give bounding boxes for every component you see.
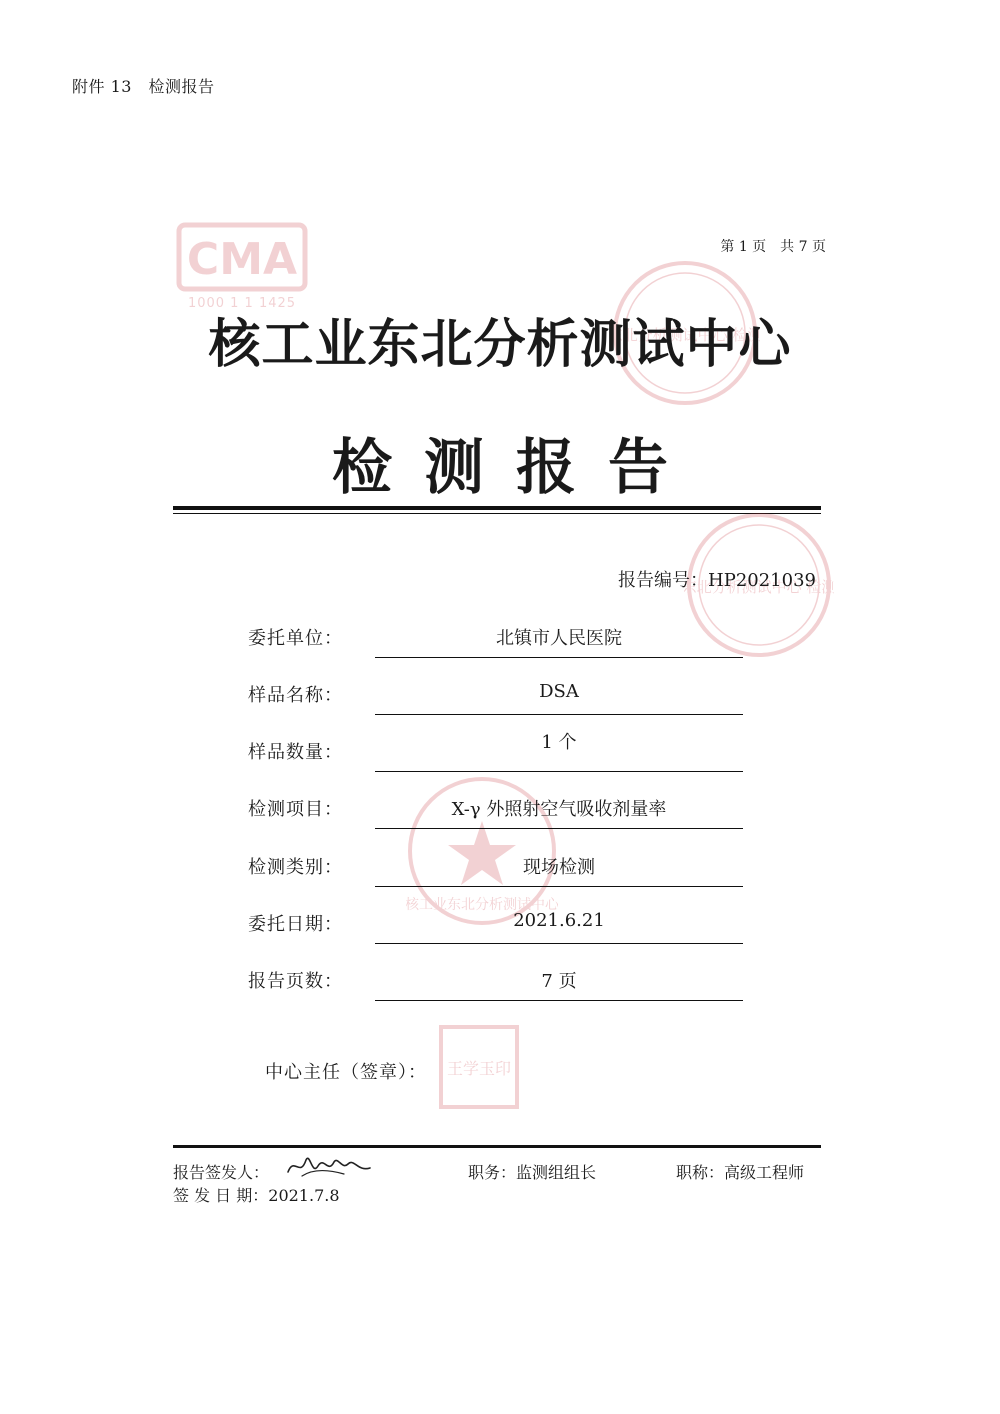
field-label-test-item: 检测项目： (248, 799, 343, 820)
field-label-test-category: 检测类别： (248, 857, 343, 878)
field-line (375, 828, 743, 829)
field-label-commission-date: 委托日期： (248, 914, 343, 935)
field-value-page-count: 7 页 (541, 971, 577, 992)
issuer-handwritten-signature (284, 1148, 374, 1184)
director-signature-label: 中心主任（签章）： (265, 1062, 427, 1083)
field-line (375, 1000, 743, 1001)
field-line (375, 886, 743, 887)
issuer-title: 职称：高级工程师 (676, 1163, 805, 1182)
field-line (375, 657, 743, 658)
attachment-label: 附件 13 检测报告 (72, 77, 215, 96)
issuer-label: 报告签发人： (173, 1163, 270, 1182)
document-title: 检测报告 (332, 433, 700, 503)
field-value-sample-quantity: 1 个 (541, 732, 577, 753)
personal-seal (438, 1024, 520, 1110)
field-value-commission-date: 2021.6.21 (513, 910, 605, 931)
field-label-sample-name: 样品名称： (248, 685, 343, 706)
report-number-value: HP2021039 (708, 570, 816, 591)
issuer-position: 职务：监测组组长 (468, 1163, 597, 1182)
field-line (375, 943, 743, 944)
personal-seal-text: 王学玉印 (446, 1059, 512, 1078)
field-value-test-item: X-γ 外照射空气吸收剂量率 (451, 799, 667, 820)
seal-right-text: 东北分析测试中心 检测 (684, 578, 834, 596)
field-value-test-category: 现场检测 (523, 857, 595, 878)
field-value-client: 北镇市人民医院 (496, 628, 622, 649)
report-number (618, 566, 816, 592)
cma-stamp-text: CMA (186, 234, 298, 285)
cma-stamp (176, 222, 308, 312)
cma-number: 1000 1 1 1425 (187, 296, 297, 311)
seal-top-text: 东北分析测试中心 检测 (610, 326, 760, 344)
seal-center-text: 核工业东北分析测试中心 (406, 897, 558, 913)
field-line (375, 714, 743, 715)
field-label-page-count: 报告页数： (248, 971, 343, 992)
organization-title: 核工业东北分析测试中心 (208, 315, 792, 375)
field-line (375, 771, 743, 772)
field-label-client: 委托单位： (248, 628, 343, 649)
issue-date: 签 发 日 期：2021.7.8 (173, 1186, 340, 1205)
field-label-sample-quantity: 样品数量： (248, 742, 343, 763)
field-value-sample-name: DSA (539, 681, 579, 702)
report-number-label: 报告编号： (618, 570, 709, 591)
page-counter: 第 1 页 共 7 页 (720, 239, 826, 255)
footer-rule (173, 1145, 821, 1148)
